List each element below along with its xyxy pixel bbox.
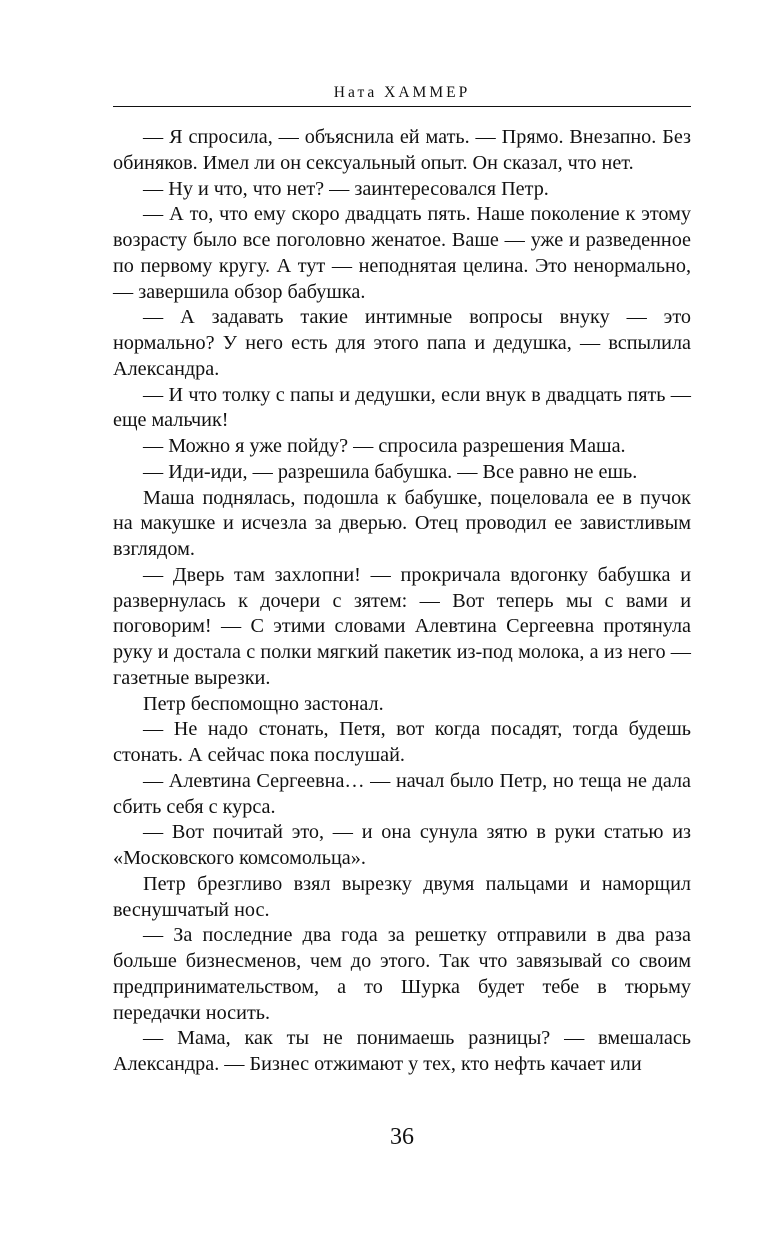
paragraph: Петр брезгливо взял вырезку двумя пальцами и наморщил веснушчатый нос. xyxy=(113,872,691,921)
paragraph: — Я спросила, — объяснила ей мать. — Прямо. Внезапно. Без обиняков. Имел ли он сексуальный опыт. Он сказал, что нет. xyxy=(113,126,691,174)
page-number: 36 xyxy=(390,1124,414,1150)
running-head: Ната ХАММЕР xyxy=(333,84,471,101)
paragraph: — За последние два года за решетку отправили в два раза больше бизнесменов, чем до этого. Так что завязывай со своим предпринимательством, а то Шурка будет тебе в тюрьму передачки носить. xyxy=(113,924,691,1024)
body-text xyxy=(113,125,691,1078)
header-rule xyxy=(113,106,691,107)
paragraph: — И что толку с папы и дедушки, если внук в двадцать пять — еще мальчик! xyxy=(113,383,691,432)
paragraph: — Дверь там захлопни! — прокричала вдогонку бабушка и развернулась к дочери с зятем: — Вот теперь мы с вами и поговорим! — С этими словами Алевтина Сергеевна протянула руку и достала с полки мягкий пакетик из-под молока, а из него — газетные вырезки. xyxy=(113,563,691,689)
paragraph: — Ну и что, что нет? — заинтересовался Петр. xyxy=(143,177,549,200)
paragraph: — Вот почитай это, — и она сунула зятю в руки статью из «Московского комсомольца». xyxy=(113,821,691,869)
paragraph: Петр беспомощно застонал. xyxy=(143,692,384,715)
paragraph: — А задавать такие интимные вопросы внуку — это нормально? У него есть для этого папа и дедушка, — вспылила Александра. xyxy=(113,306,691,380)
paragraph: — Иди-иди, — разрешила бабушка. — Все равно не ешь. xyxy=(143,460,638,483)
paragraph: — Можно я уже пойду? — спросила разрешения Маша. xyxy=(143,435,626,457)
paragraph: — Мама, как ты не понимаешь разницы? — вмешалась Александра. — Бизнес отжимают у тех, кто нефть качает или xyxy=(113,1027,691,1075)
paragraph: — А то, что ему скоро двадцать пять. Наше поколение к этому возрасту было все поголовно женатое. Ваше — уже и разведенное по первому кругу. А тут — неподнятая целина. Это ненормально, — завершила обзор бабушка. xyxy=(113,203,691,303)
paragraph: — Алевтина Сергеевна… — начал было Петр, но теща не дала сбить себя с курса. xyxy=(113,769,691,818)
paragraph: Маша поднялась, подошла к бабушке, поцеловала ее в пучок на макушке и исчезла за дверью. Отец проводил ее завистливым взглядом. xyxy=(113,486,691,560)
paragraph: — Не надо стонать, Петя, вот когда посадят, тогда будешь стонать. А сейчас пока послушай. xyxy=(113,718,691,766)
